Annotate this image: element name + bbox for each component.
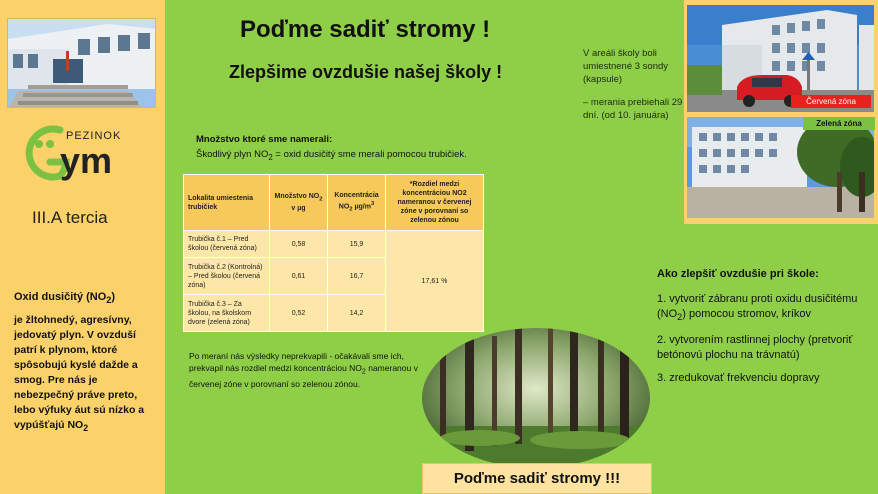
list-item: 1. vytvoriť zábranu proti oxidu dusičitému $(NO_2)$ pomocou stromov, kríkov — [657, 293, 858, 323]
logo-town: PEZINOK — [66, 130, 122, 142]
green-zone-photo — [687, 117, 874, 218]
improve-list — [657, 292, 872, 394]
green-zone-label: Zelená zóna — [803, 117, 875, 130]
list-item: 3. zredukovať frekvenciu dopravy — [657, 372, 820, 385]
measurement-title: Množstvo ktoré sme namerali: — [196, 134, 333, 145]
cell-concentration: 15,9 — [328, 231, 386, 258]
results-text: Po meraní nás výsledky neprekvapili - očakávali sme ich, prekvapil nás rozdiel medzi koncentráciou $NO_2$ nameranou v červenej zóne v porovnaní so zelenou zónou. — [189, 351, 418, 389]
no2-title: Oxid dusičitý $(NO_2)$ — [14, 291, 116, 306]
measurement-period-text: – merania prebiehali 29 dní. (od 10. januára) — [583, 97, 683, 121]
cell-amount: 0,52 — [270, 295, 328, 332]
table-row — [184, 231, 484, 258]
cell-concentration: 16,7 — [328, 258, 386, 295]
forest-photo — [420, 326, 652, 466]
school-entrance-photo — [7, 18, 156, 108]
measurement-subtitle: Škodlivý plyn $NO_2$ = oxid dusičitý sme merali pomocou trubičiek. — [196, 149, 467, 162]
header-amount: Množstvo $NO_2$ v µg — [270, 175, 328, 231]
cell-amount: 0,61 — [270, 258, 328, 295]
cell-concentration: 14,2 — [328, 295, 386, 332]
cell-location: Trubička č.1 – Pred školou (červená zóna) — [184, 231, 270, 258]
plant-trees-banner: Poďme sadiť stromy !!! — [422, 463, 652, 494]
no2-description: je žltohnedý, agresívny, jedovatý plyn. V ovzduší patrí k plynom, ktoré spôsobujú kyslé dažde a smog. Pre nás je nebezpečný práve preto, lebo výfuky áut sú nízko a vypúšťajú $NO_2$ — [14, 314, 145, 434]
header-difference: *Rozdiel medzi koncentráciou NO2 nameranou v červenej zóne v porovnaní so zelenou zónou — [386, 175, 484, 231]
logo-letters: ym — [60, 140, 113, 181]
header-concentration: Koncentrácia $NO_2$ $\mu g/m^3$ — [328, 175, 386, 231]
page-title: Poďme sadiť stromy ! — [240, 16, 491, 43]
cell-location: Trubička č.3 – Za školou, na školskom dvore (zelená zóna) — [184, 295, 270, 332]
cell-amount: 0,58 — [270, 231, 328, 258]
probes-text: V areáli školy boli umiestnené 3 sondy (kapsule) — [583, 48, 669, 85]
improve-title: Ako zlepšiť ovzdušie pri škole: — [657, 268, 819, 280]
list-item: 2. vytvorením rastlinnej plochy (pretvoriť betónovú plochu na trávnatú) — [657, 334, 853, 362]
cell-location: Trubička č.2 (Kontrolná) – Pred školou (červená zóna) — [184, 258, 270, 295]
page-subtitle: Zlepšime ovzdušie našej školy ! — [229, 62, 503, 82]
class-name: III.A tercia — [32, 208, 108, 227]
red-zone-label: Červená zóna — [791, 95, 871, 108]
cell-difference: 17,61 % — [386, 231, 484, 332]
measurement-table — [183, 174, 484, 332]
probes-info — [583, 47, 683, 122]
table-header-row — [184, 175, 484, 231]
header-location: Lokalita umiestenia trubičiek — [184, 175, 270, 231]
